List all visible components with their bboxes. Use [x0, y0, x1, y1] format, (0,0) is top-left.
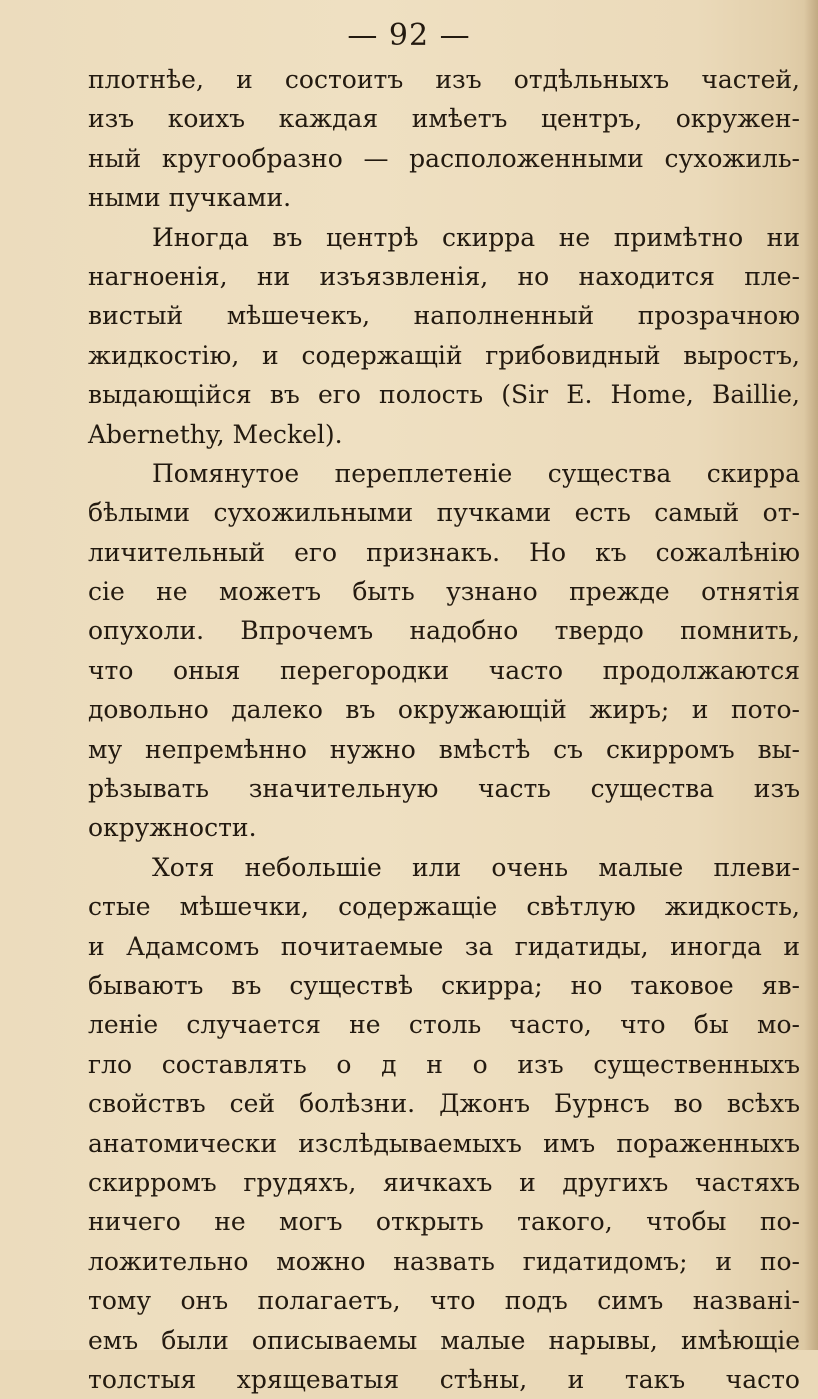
text-line: жидкостію, и содержащій грибовидный выростъ,	[88, 340, 800, 370]
text-line: что оныя перегородки часто продолжаются	[88, 655, 800, 685]
text-line: Хотя небольшіе или очень малые плеви-	[152, 852, 800, 882]
text-line: опухоли. Впрочемъ надобно твердо помнить,	[88, 616, 800, 646]
text-line: тому онъ полагаетъ, что подъ симъ названі-	[88, 1286, 800, 1316]
text-line: Иногда въ центрѣ скирра не примѣтно ни	[152, 222, 800, 252]
text-line: толстыя хрящеватыя стѣны, и такъ часто	[88, 1364, 800, 1394]
text-line: вистый мѣшечекъ, наполненный прозрачною	[88, 301, 800, 331]
text-line: свойствъ сей болѣзни. Джонъ Бурнсъ во всѣхъ	[88, 1089, 800, 1119]
text-line: гло составлять о д н о изъ существенныхъ	[88, 1049, 800, 1079]
text-line: выдающійся въ его полость (Sir E. Home, Baillie,	[88, 380, 800, 410]
text-line: леніе случается не столь часто, что бы мо-	[88, 1010, 800, 1040]
text-line: бываютъ въ существѣ скирра; но таковое яв-	[88, 970, 800, 1000]
text-line: ный кругообразно — расположенными сухожиль-	[88, 143, 800, 173]
text-line: довольно далеко въ окружающій жиръ; и пото-	[88, 695, 800, 725]
text-line: нагноенія, ни изъязвленія, но находится пле-	[88, 261, 800, 291]
text-line: окружности.	[88, 813, 257, 843]
text-line: ничего не могъ открыть такого, чтобы по-	[88, 1207, 800, 1237]
text-line: личительный его признакъ. Но къ сожалѣнію	[88, 537, 800, 567]
page-edge-shadow	[804, 0, 818, 1350]
text-line: ложительно можно назвать гидатидомъ; и по-	[88, 1246, 800, 1276]
page-number: — 92 —	[347, 18, 471, 53]
text-line: и Адамсомъ почитаемые за гидатиды, иногда и	[88, 931, 800, 961]
text-line: Помянутое переплетеніе существа скирра	[152, 458, 800, 488]
text-line: Abernethy, Meckel).	[88, 419, 343, 449]
text-line: скирромъ грудяхъ, яичкахъ и другихъ частяхъ	[88, 1167, 800, 1197]
text-line: анатомически изслѣдываемыхъ имъ пораженныхъ	[88, 1128, 800, 1158]
text-line: изъ коихъ каждая имѣетъ центръ, окружен-	[88, 104, 800, 134]
text-line: сіе не можетъ быть узнано прежде отнятія	[88, 577, 800, 607]
text-line: бѣлыми сухожильными пучками есть самый от-	[88, 498, 800, 528]
text-line: емъ были описываемы малые нарывы, имѣющіе	[88, 1325, 800, 1355]
text-line: му непремѣнно нужно вмѣстѣ съ скирромъ вы-	[88, 734, 800, 764]
text-line: рѣзывать значительную часть существа изъ	[88, 774, 800, 804]
text-line: плотнѣе, и состоитъ изъ отдѣльныхъ частей,	[88, 65, 800, 94]
text-line: ными пучками.	[88, 183, 292, 213]
text-line: стые мѣшечки, содержащіе свѣтлую жидкость,	[88, 892, 800, 922]
body-text	[88, 60, 800, 1399]
